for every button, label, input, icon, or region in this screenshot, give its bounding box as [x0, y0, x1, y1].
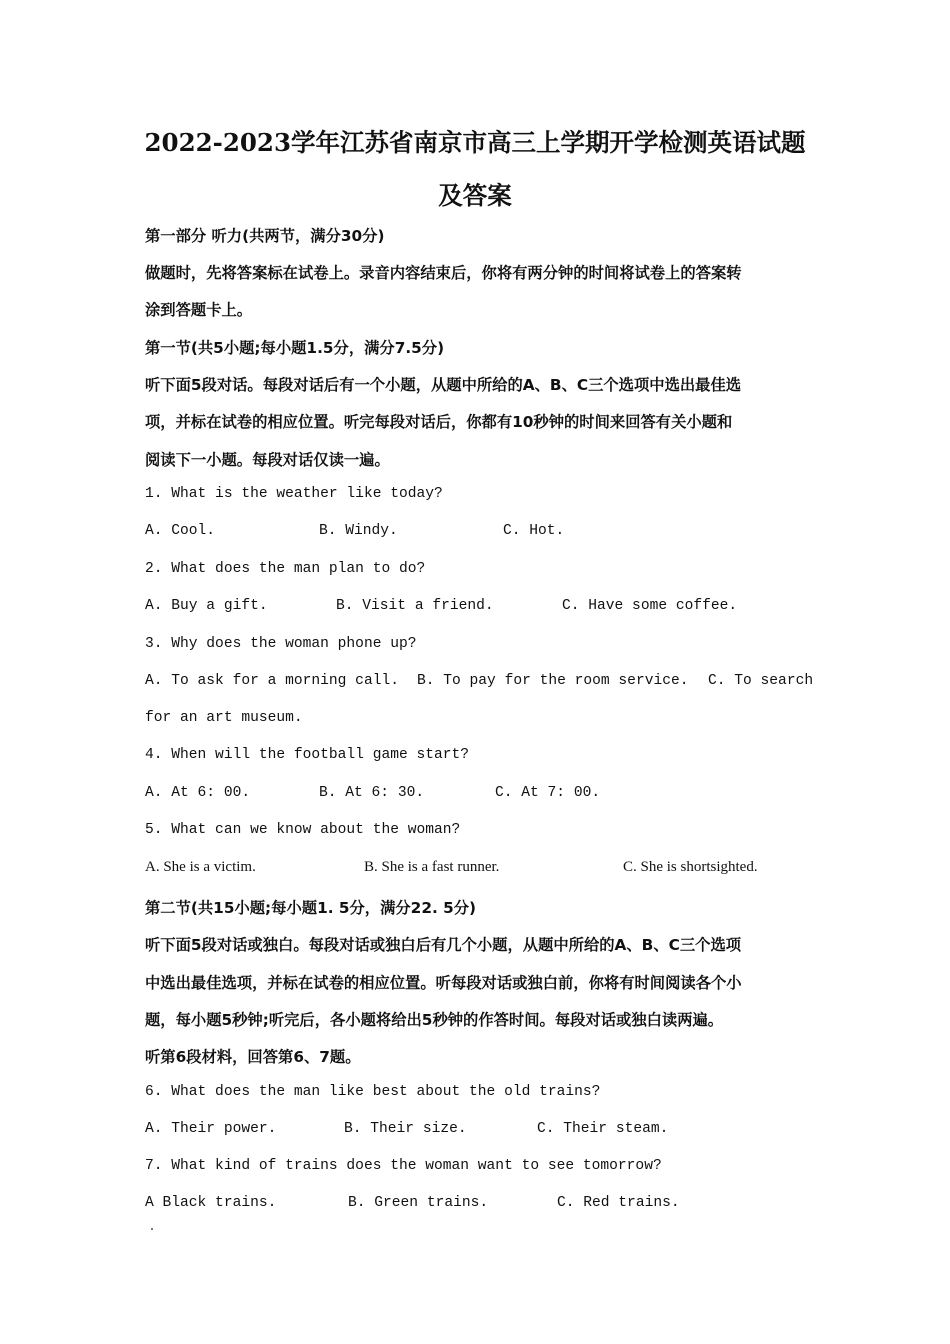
question-6-option-a: A. Their power. [145, 1121, 277, 1137]
question-5-option-c: C. She is shortsighted. [623, 859, 758, 875]
question-4-option-c: C. At 7: 00. [495, 785, 601, 801]
stray-mark [151, 1228, 153, 1230]
question-3-option-a: A. To ask for a morning call. [145, 673, 399, 689]
document-title-line-1: 2022-2023学年江苏省南京市高三上学期开学检测英语试题 [144, 128, 806, 157]
question-5-option-a: A. She is a victim. [145, 859, 256, 875]
question-7-stem: 7. What kind of trains does the woman want to see tomorrow? [145, 1158, 662, 1174]
question-1-stem: 1. What is the weather like today? [145, 486, 443, 502]
question-7-option-a: A Black trains. [145, 1195, 277, 1211]
question-5-option-b: B. She is a fast runner. [364, 859, 500, 875]
question-7-option-c: C. Red trains. [557, 1195, 680, 1211]
question-6-stem: 6. What does the man like best about the old trains? [145, 1084, 601, 1100]
question-1-option-b: B. Windy. [319, 523, 398, 539]
part1-instruction-line-2: 涂到答题卡上。 [145, 301, 253, 319]
question-2-option-b: B. Visit a friend. [336, 598, 494, 614]
question-5-stem: 5. What can we know about the woman? [145, 822, 461, 838]
part1-instruction-line-1: 做题时，先将答案标在试卷上。录音内容结束后，你将有两分钟的时间将试卷上的答案转 [145, 264, 742, 282]
question-3-option-c-continued: for an art museum. [145, 710, 303, 726]
question-7-option-b: B. Green trains. [348, 1195, 489, 1211]
question-4-option-a: A. At 6: 00. [145, 785, 251, 801]
section1-instruction-line-1: 听下面5段对话。每段对话后有一个小题，从题中所给的A、B、C三个选项中选出最佳选 [145, 376, 742, 394]
part1-heading: 第一部分 听力(共两节，满分30分) [145, 227, 385, 245]
question-1-option-a: A. Cool. [145, 523, 216, 539]
section2-instruction-line-2: 中选出最佳选项，并标在试卷的相应位置。听每段对话或独白前，你将有时间阅读各个小 [145, 974, 742, 992]
question-3-option-c: C. To search [708, 673, 814, 689]
question-2-option-a: A. Buy a gift. [145, 598, 268, 614]
question-6-option-b: B. Their size. [344, 1121, 467, 1137]
section1-heading: 第一节(共5小题;每小题1.5分，满分7.5分) [145, 339, 445, 357]
section2-instruction-line-1: 听下面5段对话或独白。每段对话或独白后有几个小题，从题中所给的A、B、C三个选项 [145, 936, 742, 954]
question-2-stem: 2. What does the man plan to do? [145, 561, 426, 577]
question-3-stem: 3. Why does the woman phone up? [145, 636, 417, 652]
section2-instruction-line-3: 题，每小题5秒钟;听完后，各小题将给出5秒钟的作答时间。每段对话或独白读两遍。 [145, 1011, 724, 1029]
question-4-stem: 4. When will the football game start? [145, 747, 470, 763]
question-2-option-c: C. Have some coffee. [562, 598, 738, 614]
section1-instruction-line-3: 阅读下一小题。每段对话仅读一遍。 [145, 451, 390, 469]
document-title-line-2: 及答案 [438, 181, 512, 210]
material-6-instruction: 听第6段材料，回答第6、7题。 [145, 1048, 361, 1066]
question-4-option-b: B. At 6: 30. [319, 785, 425, 801]
section1-instruction-line-2: 项，并标在试卷的相应位置。听完每段对话后，你都有10秒钟的时间来回答有关小题和 [145, 413, 733, 431]
section2-heading: 第二节(共15小题;每小题1. 5分，满分22. 5分) [145, 899, 477, 917]
question-1-option-c: C. Hot. [503, 523, 565, 539]
question-6-option-c: C. Their steam. [537, 1121, 669, 1137]
question-3-option-b: B. To pay for the room service. [417, 673, 689, 689]
